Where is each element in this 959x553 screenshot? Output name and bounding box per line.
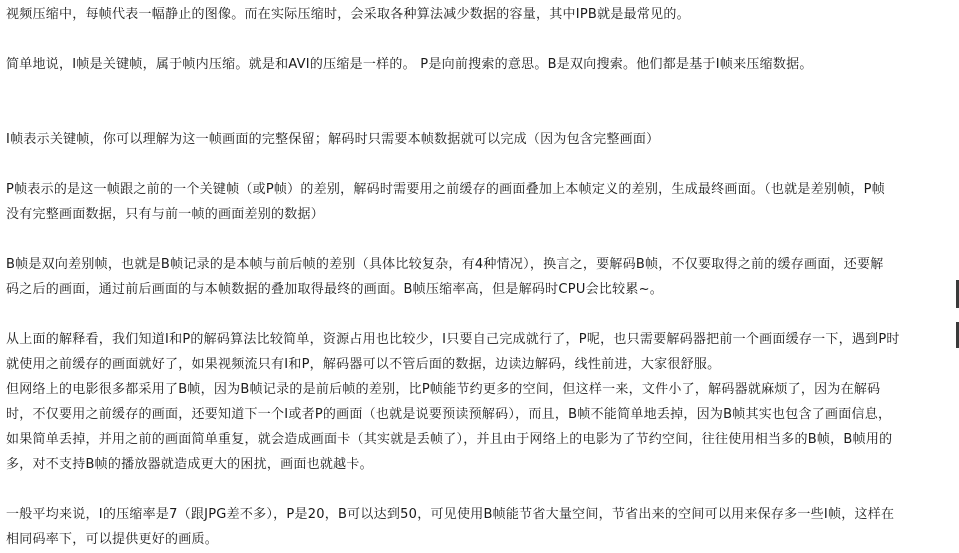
paragraph-line: 码之后的画面，通过前后画面的与本帧数据的叠加取得最终的画面。B帧压缩率高，但是解码时CPU会比较累~。 (6, 282, 663, 297)
paragraph-line: 从上面的解释看，我们知道I和P的解码算法比较简单，资源占用也比较少，I只要自己完成就行了，P呢，也只需要解码器把前一个画面缓存一下，遇到P时 (6, 332, 900, 347)
paragraph-line: I帧表示关键帧，你可以理解为这一帧画面的完整保留；解码时只需要本帧数据就可以完成（因为包含完整画面） (6, 132, 660, 147)
paragraph-line: 简单地说，I帧是关键帧，属于帧内压缩。就是和AVI的压缩是一样的。 P是向前搜索的意思。B是双向搜索。他们都是基于I帧来压缩数据。 (6, 57, 813, 72)
paragraph-line: 如果简单丢掉，并用之前的画面简单重复，就会造成画面卡（其实就是丢帧了），并且由于网络上的电影为了节约空间，往往使用相当多的B帧，B帧用的 (6, 432, 893, 447)
paragraph-line: 没有完整画面数据，只有与前一帧的画面差别的数据） (6, 207, 325, 222)
paragraph-line: 一般平均来说，I的压缩率是7（跟JPG差不多），P是20，B可以达到50，可见使用B帧能节省大量空间，节省出来的空间可以用来保存多一些I帧，这样在 (6, 507, 895, 522)
paragraph-line: P帧表示的是这一帧跟之前的一个关键帧（或P帧）的差别，解码时需要用之前缓存的画面叠加上本帧定义的差别，生成最终画面。（也就是差别帧，P帧 (6, 182, 886, 197)
paragraph-line: 相同码率下，可以提供更好的画质。 (6, 532, 219, 547)
paragraph-line: 就使用之前缓存的画面就好了，如果视频流只有I和P，解码器可以不管后面的数据，边读边解码，线性前进，大家很舒服。 (6, 357, 721, 372)
paragraph-line: 视频压缩中，每帧代表一幅静止的图像。而在实际压缩时，会采取各种算法减少数据的容量，其中IPB就是最常见的。 (6, 7, 690, 22)
paragraph-line: 但网络上的电影很多都采用了B帧，因为B帧记录的是前后帧的差别，比P帧能节约更多的空间，但这样一来，文件小了，解码器就麻烦了，因为在解码 (6, 382, 881, 397)
paragraph-line: B帧是双向差别帧，也就是B帧记录的是本帧与前后帧的差别（具体比较复杂，有4种情况），换言之，要解码B帧，不仅要取得之前的缓存画面，还要解 (6, 257, 884, 272)
paragraph-line: 多，对不支持B帧的播放器就造成更大的困扰，画面也就越卡。 (6, 457, 373, 472)
paragraph-line: 时，不仅要用之前缓存的画面，还要知道下一个I或者P的画面（也就是说要预读预解码），而且，B帧不能简单地丢掉，因为B帧其实也包含了画面信息， (6, 407, 892, 422)
